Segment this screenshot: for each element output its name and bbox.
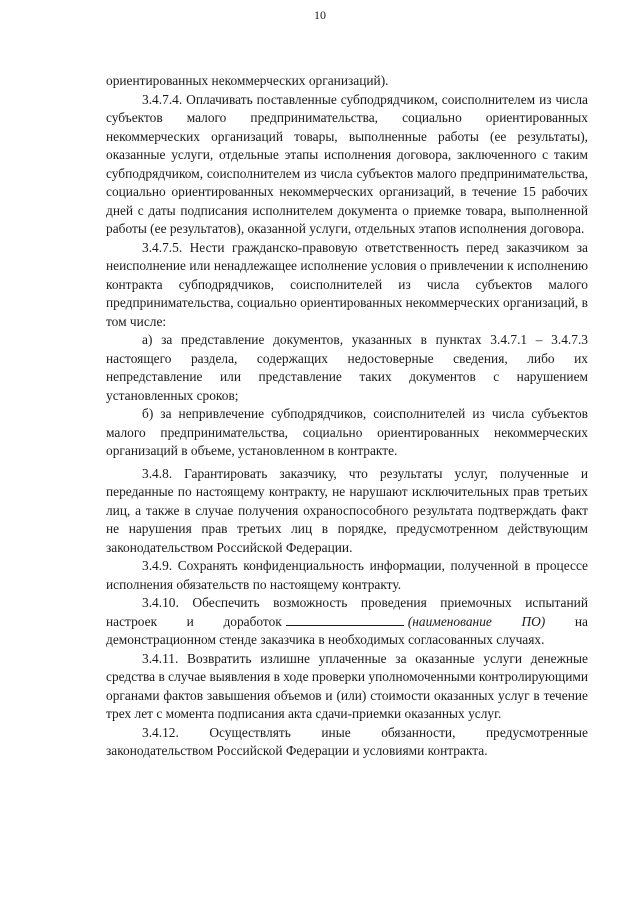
- page-number: 10: [314, 8, 326, 22]
- clause-3-4-7-4: 3.4.7.4. Оплачивать поставленные субподрядчиком, соисполнителем из числа субъектов малого предпринимательства, социально ориентированных некоммерческих организаций товары, выполненные работы (ее результаты), оказанные услуги, отдельные этапы исполнения договора, заключенного с таким субподрядчиком, соисполнителем из числа субъектов малого предпринимательства, социально ориентированных некоммерческих организаций, в течение 15 рабочих дней с даты подписания исполнителем документа о приемке товара, выполненной работы (ее результатов), оказанной услуги, отдельных этапов исполнения договора.: [106, 91, 588, 236]
- document-body: [106, 72, 588, 761]
- clause-3-4-11: 3.4.11. Возвратить излишне уплаченные за оказанные услуги денежные средства в случае выявления в ходе проверки уполномоченными контролирующими органами фактов завышения объемов и (или) стоимости оказанных услуг в течение трех лет с момента подписания акта сдачи-приемки оказанных услуг.: [106, 650, 588, 721]
- clause-3-4-8: 3.4.8. Гарантировать заказчику, что результаты услуг, полученные и переданные по настоящему контракту, не нарушают исключительных прав третьих лиц, а также в случае получения охраноспособного результата подтверждать факт не нарушения прав третьих лиц в порядке, предусмотренном действующим законодательством Российской Федерации.: [106, 465, 588, 555]
- clause-3-4-10-before: 3.4.10. Обеспечить возможность проведения приемочных испытаний настроек и доработок: [106, 595, 588, 629]
- clause-3-4-10: [106, 594, 588, 650]
- clause-3-4-7-5: 3.4.7.5. Нести гражданско-правовую ответственность перед заказчиком за неисполнение или ненадлежащее исполнение условия о привлечении к исполнению контракта субподрядчиков, соисполнителей из числа субъектов малого предпринимательства, социально ориентированных некоммерческих организаций, в том числе:: [106, 239, 588, 329]
- fill-in-blank: [286, 613, 404, 626]
- clause-item-a: а) за представление документов, указанных в пунктах 3.4.7.1 – 3.4.7.3 настоящего раздела, содержащих недостоверные сведения, либо их непредставление или представление таких документов с нарушением установленных сроков;: [106, 332, 588, 403]
- paragraph-continuation: ориентированных некоммерческих организаций).: [106, 73, 389, 88]
- clause-item-b: б) за непривлечение субподрядчиков, соисполнителей из числа субъектов малого предпринимательства, социально ориентированных некоммерческих организаций в объеме, установленном в контракте.: [106, 406, 588, 458]
- clause-3-4-10-after: на демонстрационном стенде заказчика в необходимых согласованных случаях.: [106, 613, 588, 647]
- software-name-placeholder: (наименование ПО): [407, 613, 546, 629]
- clause-3-4-12: 3.4.12. Осуществлять иные обязанности, предусмотренные законодательством Российской Федерации и условиями контракта.: [106, 724, 588, 758]
- clause-3-4-9: 3.4.9. Сохранять конфиденциальность информации, полученной в процессе исполнения обязательств по настоящему контракту.: [106, 558, 588, 592]
